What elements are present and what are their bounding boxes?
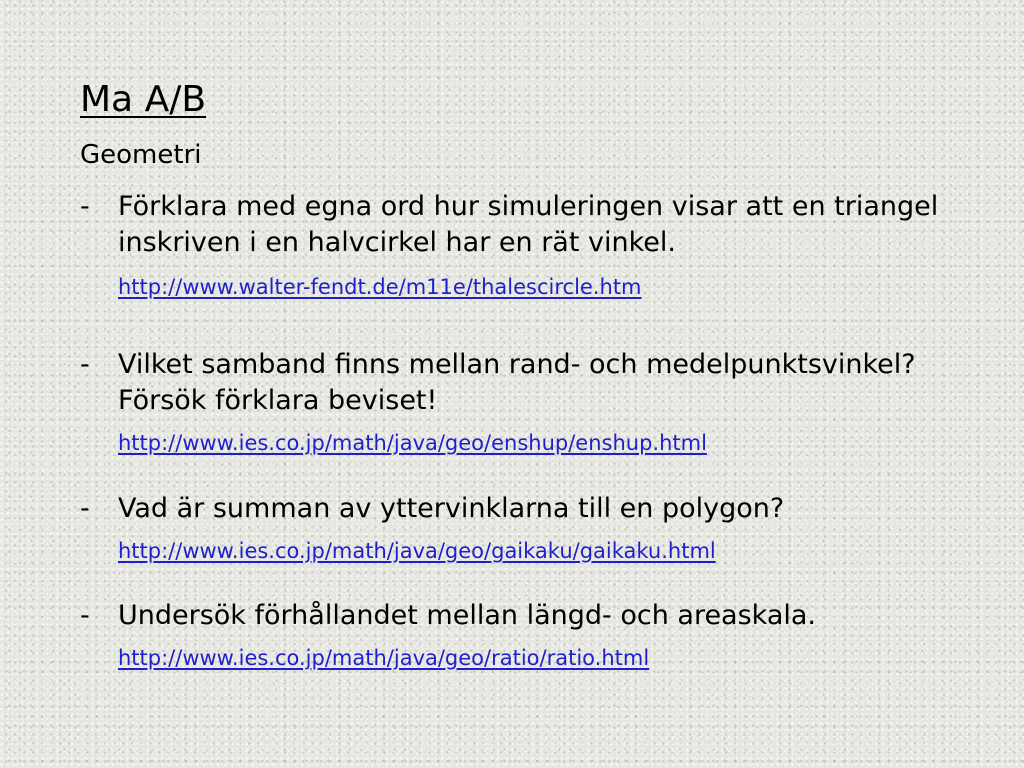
slide-subtitle: Geometri bbox=[80, 140, 202, 170]
slide-title: Ma A/B bbox=[80, 79, 207, 120]
gaikaku-link[interactable]: http://www.ies.co.jp/math/java/geo/gaikaku/gaikaku.html bbox=[118, 539, 716, 563]
bullet-dash: - bbox=[80, 191, 90, 222]
list-item bbox=[80, 491, 980, 565]
item-text: Undersök förhållandet mellan längd- och areaskala. bbox=[118, 600, 817, 631]
item-text: Vilket samband finns mellan rand- och medelpunktsvinkel? Försök förklara beviset! bbox=[118, 349, 916, 416]
list-item bbox=[80, 598, 980, 672]
list-item bbox=[80, 189, 980, 301]
ratio-link[interactable]: http://www.ies.co.jp/math/java/geo/ratio/ratio.html bbox=[118, 646, 650, 670]
bullet-dash: - bbox=[80, 600, 90, 631]
bullet-dash: - bbox=[80, 493, 90, 524]
item-text: Förklara med egna ord hur simuleringen visar att en triangel inskriven i en halvcirkel har en rät vinkel. bbox=[118, 191, 939, 258]
enshup-link[interactable]: http://www.ies.co.jp/math/java/geo/enshup/enshup.html bbox=[118, 431, 707, 455]
thalescircle-link[interactable]: http://www.walter-fendt.de/m11e/thalescircle.htm bbox=[118, 275, 642, 299]
list-item bbox=[80, 347, 980, 457]
item-text: Vad är summan av yttervinklarna till en polygon? bbox=[118, 493, 785, 524]
bullet-dash: - bbox=[80, 349, 90, 380]
